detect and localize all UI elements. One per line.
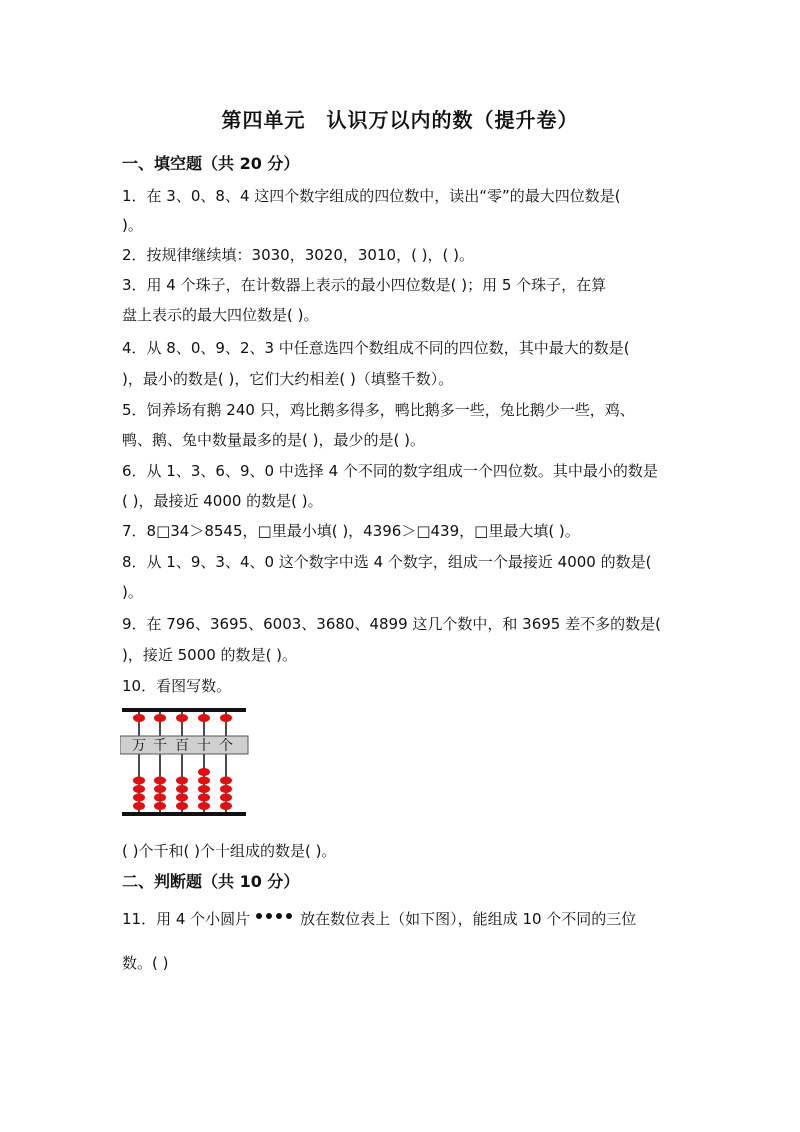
abacus-upper-bead xyxy=(154,714,166,722)
abacus-lower-bead xyxy=(220,802,232,810)
abacus-lower-bead xyxy=(198,802,210,810)
question-8-line-1: 8．从 1、9、3、4、0 这个数字中选 4 个数字，组成一个最接近 4000 的数是( xyxy=(122,553,652,571)
four-dots-icon xyxy=(254,908,296,930)
abacus-lower-bead xyxy=(198,768,210,776)
abacus-upper-bead xyxy=(220,714,232,722)
question-3-line-2: 盘上表示的最大四位数是( )。 xyxy=(122,306,319,324)
question-11-line-1 xyxy=(122,908,682,930)
abacus-lower-bead xyxy=(176,785,188,793)
abacus-place-label: 百 xyxy=(175,738,189,754)
abacus-lower-bead xyxy=(176,794,188,802)
abacus-lower-bead xyxy=(198,785,210,793)
question-5-line-1: 5．饲养场有鹅 240 只，鸡比鹅多得多，鸭比鹅多一些，兔比鹅少一些，鸡、 xyxy=(122,401,635,419)
question-6-line-1: 6．从 1、3、6、9、0 中选择 4 个不同的数字组成一个四位数。其中最小的数是 xyxy=(122,462,658,480)
section-heading-fill-blank: 一、填空题（共 20 分） xyxy=(122,154,300,173)
abacus-bottom-bar xyxy=(122,812,246,816)
abacus-lower-bead xyxy=(176,802,188,810)
abacus-drawing xyxy=(120,708,250,818)
abacus-lower-bead xyxy=(133,777,145,785)
question-11-line-2: 数。( ) xyxy=(122,954,169,972)
abacus-upper-bead xyxy=(198,714,210,722)
page-title: 第四单元 认识万以内的数（提升卷） xyxy=(221,108,579,132)
abacus-lower-bead xyxy=(154,802,166,810)
abacus-lower-bead xyxy=(220,777,232,785)
question-6-line-2: ( )，最接近 4000 的数是( )。 xyxy=(122,492,323,510)
question-2: 2．按规律继续填：3030，3020，3010，( )，( )。 xyxy=(122,246,475,264)
question-4-line-1: 4．从 8、0、9、2、3 中任意选四个数组成不同的四位数，其中最大的数是( xyxy=(122,339,630,357)
abacus-lower-bead xyxy=(133,802,145,810)
section-heading-true-false: 二、判断题（共 10 分） xyxy=(122,872,300,891)
abacus-lower-bead xyxy=(154,794,166,802)
abacus-place-label: 十 xyxy=(197,738,211,754)
question-11-text-start: 11．用 4 个小圆片 xyxy=(122,910,251,928)
abacus-place-label: 千 xyxy=(153,738,167,754)
question-5-line-2: 鸭、鹅、兔中数量最多的是( )，最少的是( )。 xyxy=(122,431,425,449)
abacus-lower-bead xyxy=(154,785,166,793)
abacus-upper-bead xyxy=(176,714,188,722)
abacus-lower-bead xyxy=(133,794,145,802)
question-1-line-1: 1．在 3、0、8、4 这四个数字组成的四位数中，读出“零”的最大四位数是( xyxy=(122,187,621,205)
question-9-line-2: )，接近 5000 的数是( )。 xyxy=(122,646,298,664)
question-9-line-1: 9．在 796、3695、6003、3680、4899 这几个数中，和 3695 差不多的数是( xyxy=(122,615,661,633)
question-1-line-2: )。 xyxy=(122,216,143,234)
abacus-lower-bead xyxy=(220,785,232,793)
abacus-top-bar xyxy=(122,708,246,712)
question-7: 7．8□34＞8545，□里最小填( )，4396＞□439，□里最大填( )。 xyxy=(122,522,580,540)
question-4-line-2: )，最小的数是( )，它们大约相差( )（填整千数）。 xyxy=(122,370,454,388)
abacus-lower-bead xyxy=(154,777,166,785)
abacus-lower-bead xyxy=(176,777,188,785)
question-8-line-2: )。 xyxy=(122,583,143,601)
abacus-lower-bead xyxy=(198,777,210,785)
question-10: 10．看图写数。 xyxy=(122,677,232,695)
abacus-lower-bead xyxy=(133,785,145,793)
abacus-place-label: 万 xyxy=(132,738,146,754)
counting-frame-abacus xyxy=(120,708,250,822)
question-10-answer: ( )个千和( )个十组成的数是( )。 xyxy=(122,842,337,860)
question-3-line-1: 3．用 4 个珠子，在计数器上表示的最小四位数是( )；用 5 个珠子，在算 xyxy=(122,276,607,294)
abacus-lower-bead xyxy=(198,794,210,802)
abacus-lower-bead xyxy=(220,794,232,802)
question-11-text-end: 放在数位表上（如下图），能组成 10 个不同的三位 xyxy=(300,910,637,928)
abacus-upper-bead xyxy=(133,714,145,722)
abacus-place-label: 个 xyxy=(219,738,233,754)
